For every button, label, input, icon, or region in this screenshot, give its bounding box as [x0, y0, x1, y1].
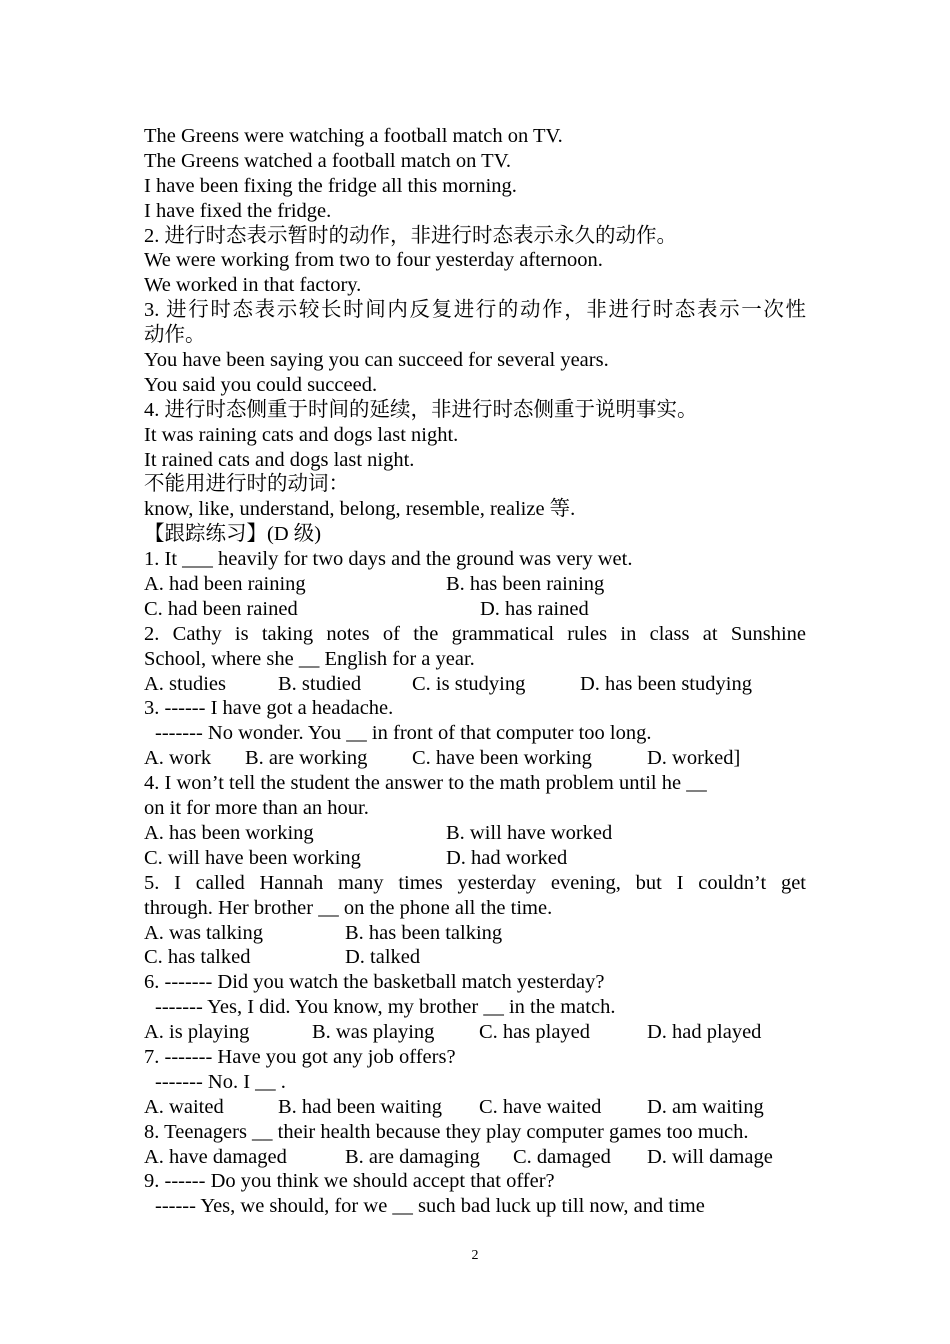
rule-heading: 2. 进行时态表示暂时的动作，非进行时态表示永久的动作。: [144, 224, 677, 247]
page-number: 2: [471, 1248, 479, 1263]
option-b: B. was playing: [312, 1021, 435, 1044]
option-d: D. has been studying: [580, 672, 752, 695]
question-2-stem-cont: School, where she __ English for a year.: [144, 647, 475, 670]
question-8-options-row: [144, 1145, 806, 1170]
option-c: C. will have been working: [144, 846, 361, 869]
question-9-stem: 9. ------ Do you think we should accept that offer?: [144, 1170, 555, 1193]
option-a: A. had been raining: [144, 573, 306, 596]
option-c: C. has talked: [144, 946, 251, 969]
option-b: B. are working: [245, 747, 368, 770]
question-5-stem: 5. I called Hannah many times yesterday evening, but I couldn’t get: [144, 871, 806, 894]
example-sentence: The Greens watched a football match on TV.: [144, 149, 511, 172]
example-sentence: The Greens were watching a football match on TV.: [144, 125, 563, 147]
option-a: A. waited: [144, 1095, 224, 1118]
option-a: A. is playing: [144, 1021, 250, 1044]
example-sentence: You said you could succeed.: [144, 373, 378, 396]
example-sentence: I have fixed the fridge.: [144, 199, 332, 222]
question-7-reply: ------- No. I __ .: [155, 1070, 286, 1093]
document-body: [144, 124, 806, 1219]
example-sentence: You have been saying you can succeed for several years.: [144, 349, 609, 372]
option-d: D. worked]: [647, 747, 741, 770]
option-c: C. is studying: [412, 672, 526, 695]
question-5-options-row: [144, 945, 806, 970]
question-4-stem: 4. I won’t tell the student the answer to the math problem until he __: [144, 772, 707, 795]
question-6-options-row: [144, 1020, 806, 1045]
question-6-stem: 6. ------- Did you watch the basketball match yesterday?: [144, 971, 605, 994]
question-3-options-row: [144, 746, 806, 771]
option-b: B. are damaging: [345, 1145, 480, 1168]
option-c: C. has played: [479, 1021, 591, 1044]
option-d: D. am waiting: [647, 1095, 764, 1118]
question-1-options-row: [144, 572, 806, 597]
question-5-options-row: [144, 921, 806, 946]
example-sentence: We were working from two to four yesterday afternoon.: [144, 249, 603, 272]
rule-heading-cont: 动作。: [144, 324, 206, 347]
question-9-reply: ------ Yes, we should, for we __ such bad luck up till now, and time: [155, 1195, 705, 1218]
option-b: B. has been raining: [446, 573, 605, 596]
question-4-options-row: [144, 846, 806, 871]
option-a: A. work: [144, 747, 212, 770]
question-3-reply: ------- No wonder. You __ in front of that computer too long.: [155, 722, 652, 745]
question-7-options-row: [144, 1095, 806, 1120]
option-a: A. was talking: [144, 921, 263, 944]
question-2-options-row: [144, 672, 806, 697]
example-sentence: We worked in that factory.: [144, 274, 362, 297]
option-d: D. had played: [647, 1021, 762, 1044]
question-1-stem: 1. It ___ heavily for two days and the ground was very wet.: [144, 548, 633, 571]
option-a: A. have damaged: [144, 1145, 287, 1168]
verb-list: know, like, understand, belong, resemble, realize 等.: [144, 498, 576, 521]
option-d: D. talked: [345, 946, 421, 969]
question-8-stem: 8. Teenagers __ their health because they play computer games too much.: [144, 1120, 749, 1143]
question-7-stem: 7. ------- Have you got any job offers?: [144, 1045, 456, 1068]
rule-heading: 3. 进行时态表示较长时间内反复进行的动作，非进行时态表示一次性: [144, 299, 806, 322]
exercise-heading: 【跟踪练习】(D 级): [144, 523, 322, 546]
option-b: B. studied: [278, 672, 362, 695]
option-b: B. will have worked: [446, 821, 613, 844]
option-a: A. studies: [144, 672, 226, 695]
question-4-options-row: [144, 821, 806, 846]
question-4-stem-cont: on it for more than an hour.: [144, 797, 369, 820]
example-sentence: I have been fixing the fridge all this morning.: [144, 174, 517, 197]
rule-heading: 4. 进行时态侧重于时间的延续，非进行时态侧重于说明事实。: [144, 398, 698, 421]
option-d: D. will damage: [647, 1145, 773, 1168]
question-2-stem: 2. Cathy is taking notes of the grammatical rules in class at Sunshine: [144, 622, 806, 645]
option-a: A. has been working: [144, 821, 314, 844]
option-d: D. had worked: [446, 846, 568, 869]
option-b: B. has been talking: [345, 921, 503, 944]
example-sentence: It was raining cats and dogs last night.: [144, 423, 459, 446]
question-1-options-row: [144, 597, 806, 622]
option-c: C. have waited: [479, 1095, 602, 1118]
question-5-stem-cont: through. Her brother __ on the phone all the time.: [144, 896, 553, 919]
option-c: C. damaged: [513, 1145, 611, 1168]
option-c: C. had been rained: [144, 597, 298, 620]
option-d: D. has rained: [480, 597, 589, 620]
note-heading: 不能用进行时的动词：: [144, 473, 349, 496]
option-c: C. have been working: [412, 747, 592, 770]
example-sentence: It rained cats and dogs last night.: [144, 448, 415, 471]
question-6-reply: ------- Yes, I did. You know, my brother __ in the match.: [155, 996, 616, 1019]
option-b: B. had been waiting: [278, 1095, 442, 1118]
question-3-stem: 3. ------ I have got a headache.: [144, 697, 394, 720]
